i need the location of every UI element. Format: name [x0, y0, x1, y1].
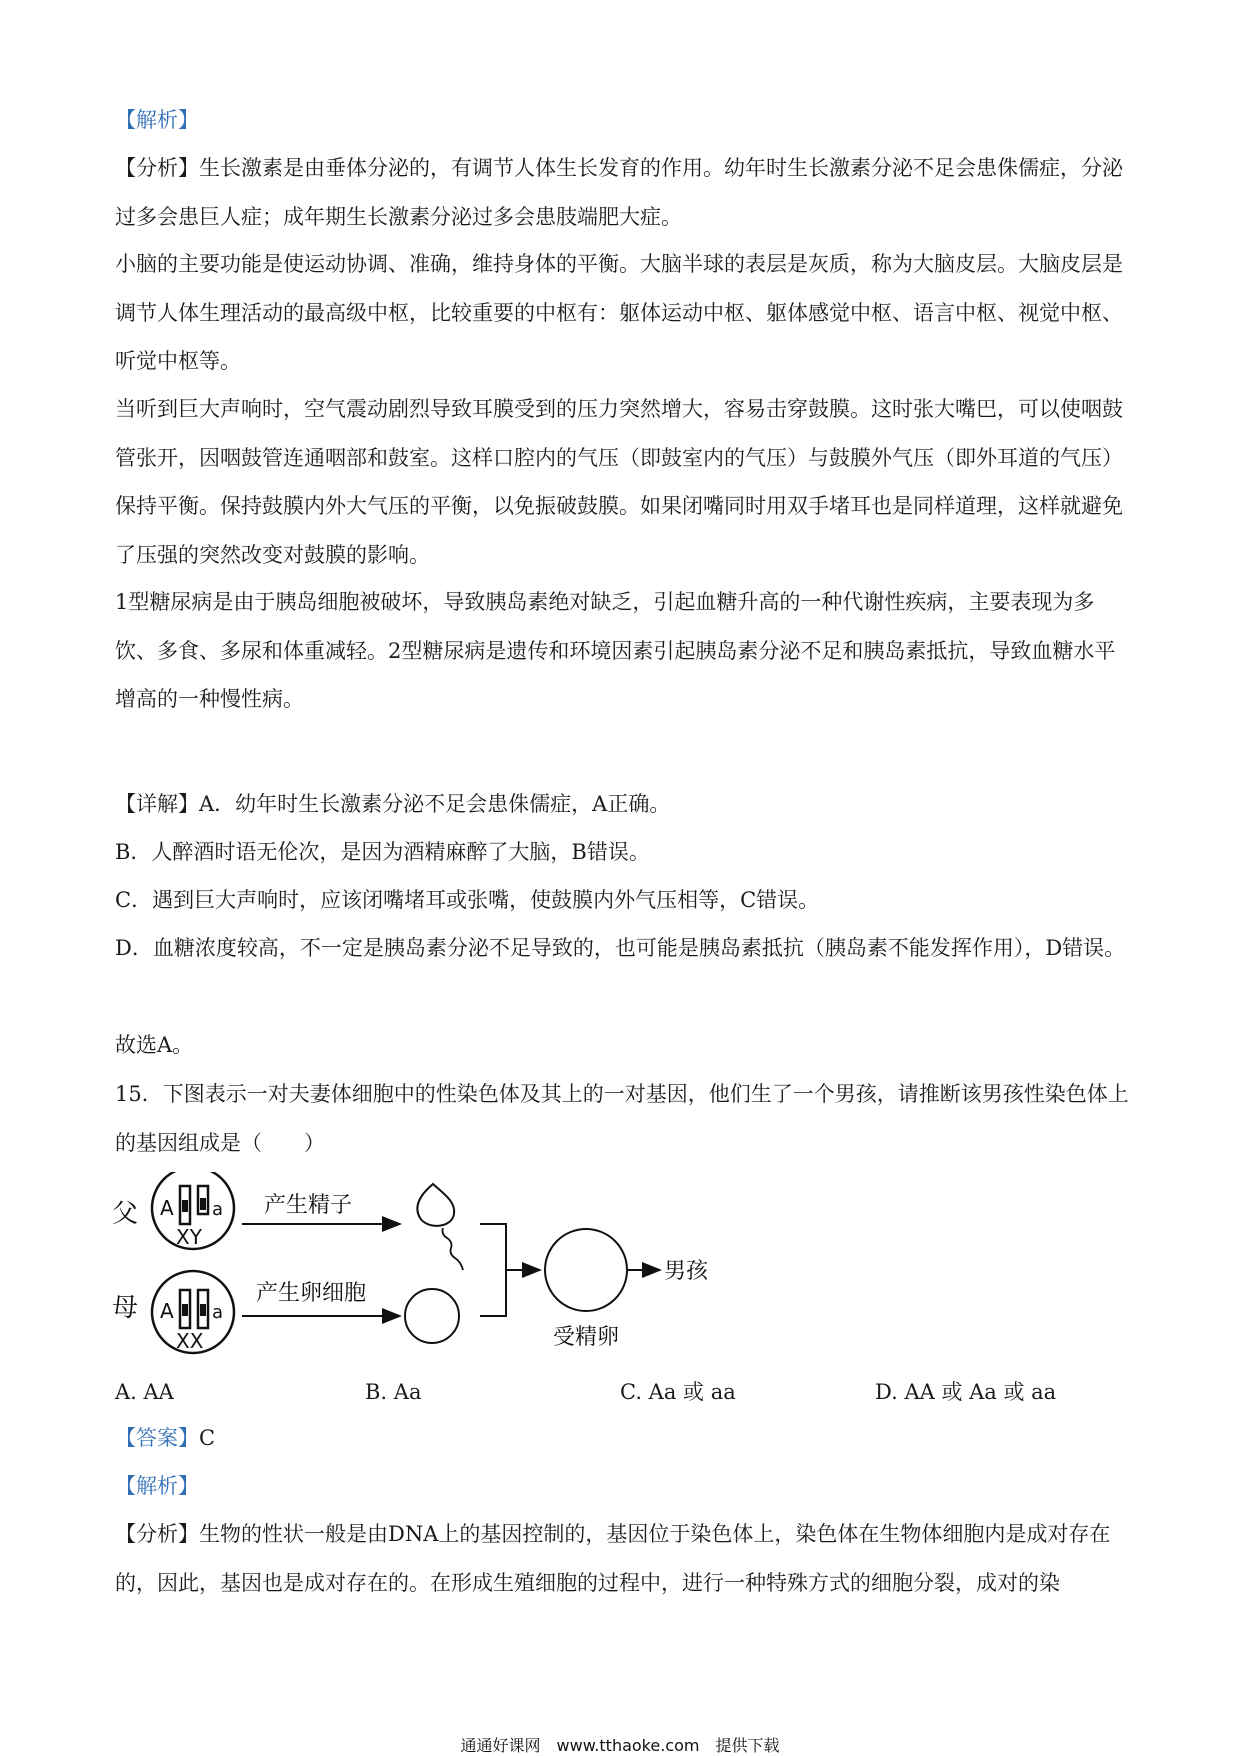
answer-line: [115, 1414, 1130, 1463]
detail-option-d: D．血糖浓度较高，不一定是胰岛素分泌不足导致的，也可能是胰岛素抵抗（胰岛素不能发挥作用），D错误。: [115, 936, 1126, 960]
detail-option-c: C．遇到巨大声响时，应该闭嘴堵耳或张嘴，使鼓膜内外气压相等，C错误。: [115, 888, 820, 912]
father-gene-small-a: a: [212, 1199, 224, 1220]
analysis-paragraph-growth-hormone: [115, 144, 1130, 241]
zygote-label: 受精卵: [553, 1325, 620, 1350]
father-cell: [152, 1172, 234, 1249]
sperm-cell: [417, 1184, 463, 1270]
detail-option-a: [115, 780, 1130, 829]
produce-egg-label: 产生卵细胞: [256, 1281, 367, 1306]
fenxi-tag: 【分析】: [115, 1522, 199, 1546]
produce-sperm-label: 产生精子: [264, 1193, 353, 1218]
detail-a-text: A．幼年时生长激素分泌不足会患侏儒症，A正确。: [199, 792, 671, 816]
detail-tag: 【详解】: [115, 792, 199, 816]
question-15-analysis-heading: 【解析】: [115, 1474, 199, 1498]
mother-gene-big-a: A: [160, 1299, 174, 1323]
detail-choice: 故选A。: [115, 1033, 194, 1057]
inheritance-diagram: [108, 1172, 768, 1362]
mother-cell: [152, 1271, 234, 1353]
father-chromosome-label: XY: [176, 1225, 202, 1249]
zygote-cell: [545, 1229, 627, 1311]
option-b[interactable]: B. Aa: [365, 1380, 422, 1404]
analysis-paragraph-eardrum: 当听到巨大声响时，空气震动剧烈导致耳膜受到的压力突然增大，容易击穿鼓膜。这时张大嘴巴，可以使咽鼓管张开，因咽鼓管连通咽部和鼓室。这样口腔内的气压（即鼓室内的气压）与鼓膜外气压（即外耳道的气压）保持平衡。保持鼓膜内外大气压的平衡，以免振破鼓膜。如果闭嘴同时用双手堵耳也是同样道理，这样就避免了压强的突然改变对鼓膜的影响。: [115, 397, 1123, 567]
mother-chromosome-label: XX: [176, 1329, 204, 1353]
father-gene-big-a: A: [160, 1196, 174, 1220]
answer-tag: 【答案】: [115, 1426, 199, 1450]
fenxi-tag: 【分析】: [115, 156, 199, 180]
page-footer: 通通好课网 www.tthaoke.com 提供下载: [460, 1736, 780, 1755]
egg-cell: [405, 1289, 459, 1343]
question-15-stem: 15．下图表示一对夫妻体细胞中的性染色体及其上的一对基因，他们生了一个男孩，请推断该男孩性染色体上的基因组成是（ ）: [115, 1082, 1129, 1155]
analysis-heading: 【解析】: [115, 108, 199, 132]
analysis-paragraph-diabetes: 1型糖尿病是由于胰岛细胞被破坏，导致胰岛素绝对缺乏，引起血糖升高的一种代谢性疾病，主要表现为多饮、多食、多尿和体重减轻。2型糖尿病是遗传和环境因素引起胰岛素分泌不足和胰岛素抵抗，导致血糖水平增高的一种慢性病。: [115, 590, 1116, 711]
fertilization-bracket: [480, 1224, 506, 1316]
option-d[interactable]: D. AA 或 Aa 或 aa: [875, 1380, 1057, 1404]
option-c[interactable]: C. Aa 或 aa: [620, 1380, 736, 1404]
mother-gene-small-a: a: [212, 1302, 224, 1323]
father-label: 父: [112, 1199, 139, 1229]
option-a[interactable]: A. AA: [115, 1380, 174, 1404]
analysis-paragraph-cerebellum: 小脑的主要功能是使运动协调、准确，维持身体的平衡。大脑半球的表层是灰质，称为大脑皮层。大脑皮层是调节人体生理活动的最高级中枢，比较重要的中枢有：躯体运动中枢、躯体感觉中枢、语言中枢、视觉中枢、听觉中枢等。: [115, 252, 1123, 373]
mother-label: 母: [112, 1293, 139, 1323]
boy-label: 男孩: [664, 1259, 709, 1284]
question-15-analysis-paragraph: [115, 1510, 1130, 1607]
answer-value: C: [199, 1426, 216, 1450]
paragraph-text: 生长激素是由垂体分泌的，有调节人体生长发育的作用。幼年时生长激素分泌不足会患侏儒症，分泌过多会患巨人症；成年期生长激素分泌过多会患肢端肥大症。: [115, 156, 1123, 229]
paragraph-text: 生物的性状一般是由DNA上的基因控制的，基因位于染色体上，染色体在生物体细胞内是成对存在的，因此，基因也是成对存在的。在形成生殖细胞的过程中，进行一种特殊方式的细胞分裂，成对的染: [115, 1522, 1111, 1595]
detail-option-b: B．人醉酒时语无伦次，是因为酒精麻醉了大脑，B错误。: [115, 840, 650, 864]
